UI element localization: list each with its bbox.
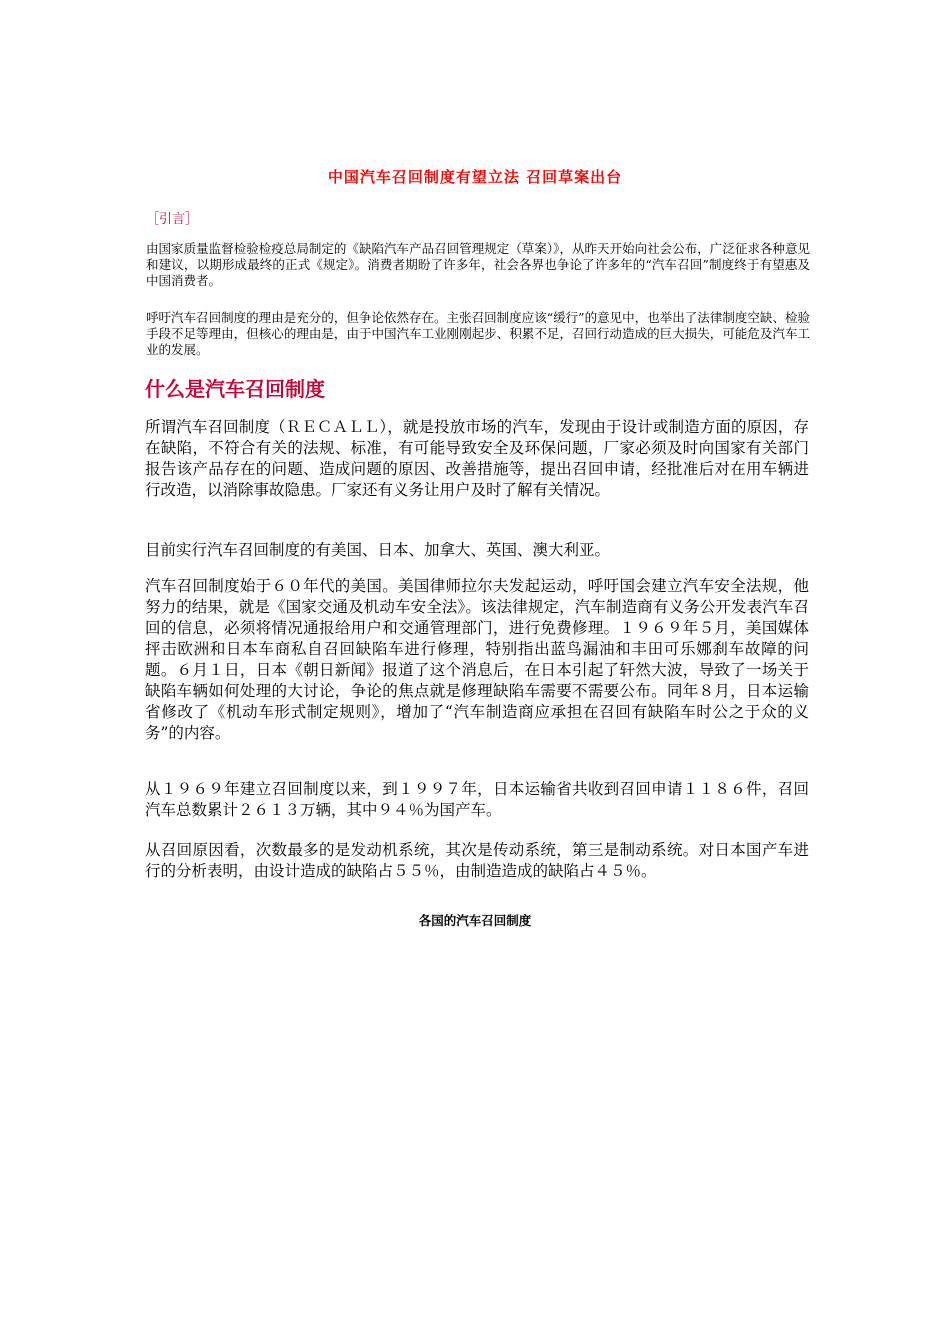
body-paragraph-3: 汽车召回制度始于６０年代的美国。美国律师拉尔夫发起运动，呼吁国会建立汽车安全法规，他努力的结果，就是《国家交通及机动车安全法》。该法律规定，汽车制造商有义务公开发表汽车召回的信息，必须将情况通报给用户和交通管理部门，进行免费修理。１９６９年５月，美国媒体抨击欧洲和日本车商私自召回缺陷车进行修理，特别指出蓝鸟漏油和丰田可乐娜刹车故障的问题。６月１日，日本《朝日新闻》报道了这个消息后，在日本引起了轩然大波，导致了一场关于缺陷车辆如何处理的大讨论，争论的焦点就是修理缺陷车需要不需要公布。同年８月，日本运输省修改了《机动车形式制定规则》，增加了“汽车制造商应承担在召回有缺陷车时公之于众的义务”的内容。	[145, 577, 809, 742]
intro-paragraph-2: 呼吁汽车召回制度的理由是充分的，但争论依然存在。主张召回制度应该“缓行”的意见中，也举出了法律制度空缺、检验手段不足等理由，但核心的理由是，由于中国汽车工业刚刚起步、积累不足，召回行动造成的巨大损失，可能危及汽车工业的发展。	[146, 310, 810, 357]
body-paragraph-4: 从１９６９年建立召回制度以来，到１９９７年，日本运输省共收到召回申请１１８６件，召回汽车总数累计２６１３万辆，其中９４％为国产车。	[145, 780, 809, 819]
body-paragraph-2: 目前实行汽车召回制度的有美国、日本、加拿大、英国、澳大利亚。	[145, 541, 611, 559]
lead-tag: ［引言］	[146, 212, 199, 227]
intro-paragraph-1: 由国家质量监督检验检疫总局制定的《缺陷汽车产品召回管理规定（草案）》，从昨天开始向社会公布，广泛征求各种意见和建议，以期形成最终的正式《规定》。消费者期盼了许多年，社会各界也争论了许多年的“汽车召回”制度终于有望惠及中国消费者。	[146, 241, 810, 288]
section-heading: 什么是汽车召回制度	[145, 377, 325, 401]
article-title: 中国汽车召回制度有望立法 召回草案出台	[327, 168, 623, 186]
body-paragraph-5: 从召回原因看，次数最多的是发动机系统，其次是传动系统，第三是制动系统。对日本国产车进行的分析表明，由设计造成的缺陷占５５％，由制造造成的缺陷占４５％。	[145, 841, 809, 880]
body-paragraph-1: 所谓汽车召回制度（ＲＥＣＡＬＬ），就是投放市场的汽车，发现由于设计或制造方面的原因，存在缺陷，不符合有关的法规、标准，有可能导致安全及环保问题，厂家必须及时向国家有关部门报告该产品存在的问题、造成问题的原因、改善措施等，提出召回申请，经批准后对在用车辆进行改造，以消除事故隐患。厂家还有义务让用户及时了解有关情况。	[145, 418, 809, 499]
sub-heading: 各国的汽车召回制度	[418, 913, 532, 928]
